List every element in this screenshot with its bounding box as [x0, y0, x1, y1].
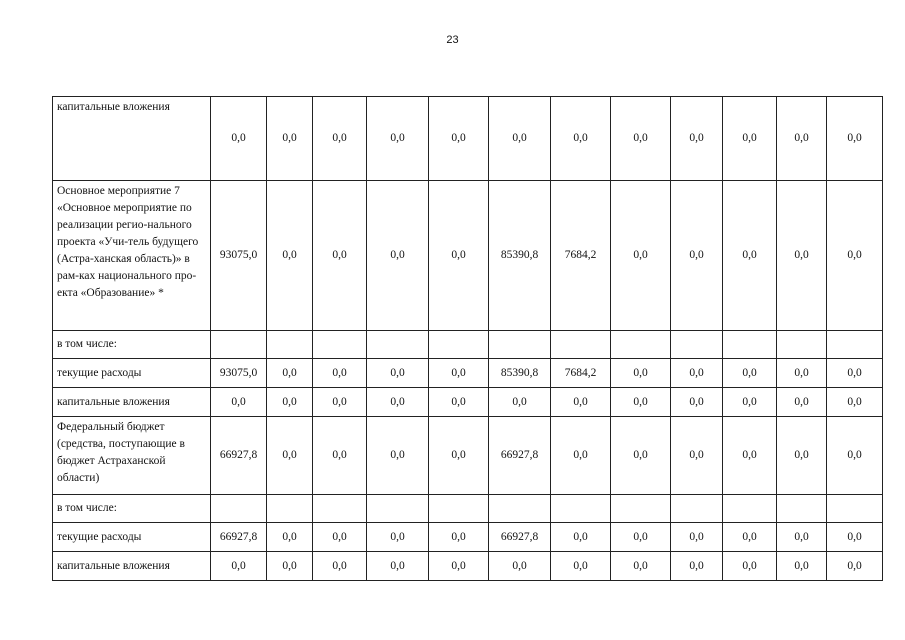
value-cell: 0,0	[671, 181, 723, 331]
value-cell: 0,0	[267, 552, 313, 581]
value-cell: 0,0	[827, 417, 883, 495]
value-cell: 0,0	[723, 388, 777, 417]
value-cell: 0,0	[313, 552, 367, 581]
value-cell: 0,0	[367, 417, 429, 495]
value-cell: 0,0	[551, 417, 611, 495]
row-label: капитальные вложения	[53, 552, 211, 581]
value-cell	[551, 331, 611, 359]
page-number: 23	[446, 34, 459, 46]
value-cell: 0,0	[429, 552, 489, 581]
value-cell: 0,0	[429, 97, 489, 181]
value-cell: 93075,0	[211, 181, 267, 331]
value-cell: 66927,8	[211, 523, 267, 552]
value-cell: 0,0	[827, 181, 883, 331]
value-cell: 0,0	[827, 388, 883, 417]
value-cell: 0,0	[827, 97, 883, 181]
value-cell: 0,0	[611, 417, 671, 495]
value-cell	[777, 331, 827, 359]
value-cell: 0,0	[723, 417, 777, 495]
value-cell: 0,0	[611, 97, 671, 181]
value-cell	[367, 495, 429, 523]
row-label: Федеральный бюджет (средства, поступающие в бюджет Астраханской области)	[53, 417, 211, 495]
value-cell	[267, 495, 313, 523]
value-cell: 0,0	[211, 97, 267, 181]
value-cell: 66927,8	[489, 417, 551, 495]
value-cell: 0,0	[723, 359, 777, 388]
value-cell: 0,0	[551, 523, 611, 552]
value-cell: 7684,2	[551, 359, 611, 388]
value-cell	[313, 495, 367, 523]
value-cell: 66927,8	[489, 523, 551, 552]
table-row	[53, 97, 883, 181]
value-cell: 0,0	[723, 181, 777, 331]
value-cell: 0,0	[429, 417, 489, 495]
value-cell: 0,0	[611, 552, 671, 581]
table-row	[53, 552, 883, 581]
value-cell: 0,0	[313, 359, 367, 388]
value-cell: 0,0	[671, 552, 723, 581]
value-cell: 0,0	[367, 388, 429, 417]
table-row	[53, 181, 883, 331]
value-cell	[313, 331, 367, 359]
value-cell	[267, 331, 313, 359]
value-cell: 0,0	[611, 181, 671, 331]
value-cell: 0,0	[671, 417, 723, 495]
value-cell: 0,0	[611, 359, 671, 388]
value-cell: 0,0	[777, 359, 827, 388]
table-row	[53, 388, 883, 417]
value-cell: 85390,8	[489, 359, 551, 388]
value-cell: 0,0	[489, 97, 551, 181]
row-label: в том числе:	[53, 495, 211, 523]
value-cell: 0,0	[551, 552, 611, 581]
value-cell: 0,0	[671, 97, 723, 181]
value-cell: 0,0	[723, 523, 777, 552]
value-cell: 0,0	[367, 552, 429, 581]
value-cell: 0,0	[777, 523, 827, 552]
value-cell	[211, 495, 267, 523]
value-cell	[671, 495, 723, 523]
value-cell: 0,0	[313, 181, 367, 331]
value-cell: 0,0	[429, 388, 489, 417]
value-cell: 0,0	[827, 359, 883, 388]
value-cell: 0,0	[827, 552, 883, 581]
value-cell: 0,0	[313, 97, 367, 181]
value-cell: 0,0	[429, 181, 489, 331]
value-cell: 0,0	[777, 417, 827, 495]
value-cell: 0,0	[367, 97, 429, 181]
row-label: капитальные вложения	[53, 97, 211, 181]
value-cell: 0,0	[267, 388, 313, 417]
value-cell	[827, 331, 883, 359]
budget-table	[52, 96, 883, 581]
value-cell: 0,0	[611, 388, 671, 417]
value-cell: 0,0	[723, 97, 777, 181]
value-cell: 0,0	[267, 523, 313, 552]
value-cell: 0,0	[211, 388, 267, 417]
table-row	[53, 417, 883, 495]
row-label: текущие расходы	[53, 523, 211, 552]
value-cell	[671, 331, 723, 359]
table-row	[53, 523, 883, 552]
value-cell	[551, 495, 611, 523]
value-cell: 0,0	[777, 388, 827, 417]
value-cell	[367, 331, 429, 359]
value-cell: 0,0	[429, 523, 489, 552]
value-cell: 0,0	[723, 552, 777, 581]
row-label: Основное мероприятие 7 «Основное мероприятие по реализации регио-нального проекта «Учи-тель будущего (Астра-ханская область)» в рам-ках национального про-екта «Образование» *	[53, 181, 211, 331]
value-cell: 0,0	[777, 181, 827, 331]
value-cell	[429, 331, 489, 359]
value-cell: 0,0	[367, 359, 429, 388]
row-label: в том числе:	[53, 331, 211, 359]
value-cell: 0,0	[489, 388, 551, 417]
row-label: капитальные вложения	[53, 388, 211, 417]
value-cell: 0,0	[827, 523, 883, 552]
value-cell: 66927,8	[211, 417, 267, 495]
value-cell	[489, 331, 551, 359]
value-cell: 0,0	[671, 359, 723, 388]
table-body	[53, 97, 883, 581]
value-cell: 0,0	[777, 552, 827, 581]
value-cell: 0,0	[267, 359, 313, 388]
value-cell: 0,0	[313, 523, 367, 552]
value-cell: 93075,0	[211, 359, 267, 388]
value-cell: 0,0	[267, 417, 313, 495]
value-cell: 0,0	[267, 97, 313, 181]
value-cell: 0,0	[611, 523, 671, 552]
value-cell	[723, 331, 777, 359]
value-cell	[489, 495, 551, 523]
value-cell: 0,0	[313, 388, 367, 417]
value-cell: 0,0	[551, 388, 611, 417]
value-cell: 0,0	[313, 417, 367, 495]
value-cell	[611, 331, 671, 359]
value-cell	[611, 495, 671, 523]
value-cell	[723, 495, 777, 523]
value-cell: 85390,8	[489, 181, 551, 331]
value-cell: 0,0	[671, 388, 723, 417]
table-row	[53, 495, 883, 523]
value-cell: 0,0	[551, 97, 611, 181]
value-cell	[827, 495, 883, 523]
value-cell: 0,0	[489, 552, 551, 581]
value-cell: 0,0	[367, 181, 429, 331]
value-cell: 0,0	[211, 552, 267, 581]
value-cell: 7684,2	[551, 181, 611, 331]
value-cell	[211, 331, 267, 359]
value-cell: 0,0	[267, 181, 313, 331]
value-cell: 0,0	[429, 359, 489, 388]
value-cell: 0,0	[367, 523, 429, 552]
table-row	[53, 331, 883, 359]
value-cell: 0,0	[671, 523, 723, 552]
value-cell: 0,0	[777, 97, 827, 181]
row-label: текущие расходы	[53, 359, 211, 388]
value-cell	[429, 495, 489, 523]
value-cell	[777, 495, 827, 523]
table-row	[53, 359, 883, 388]
